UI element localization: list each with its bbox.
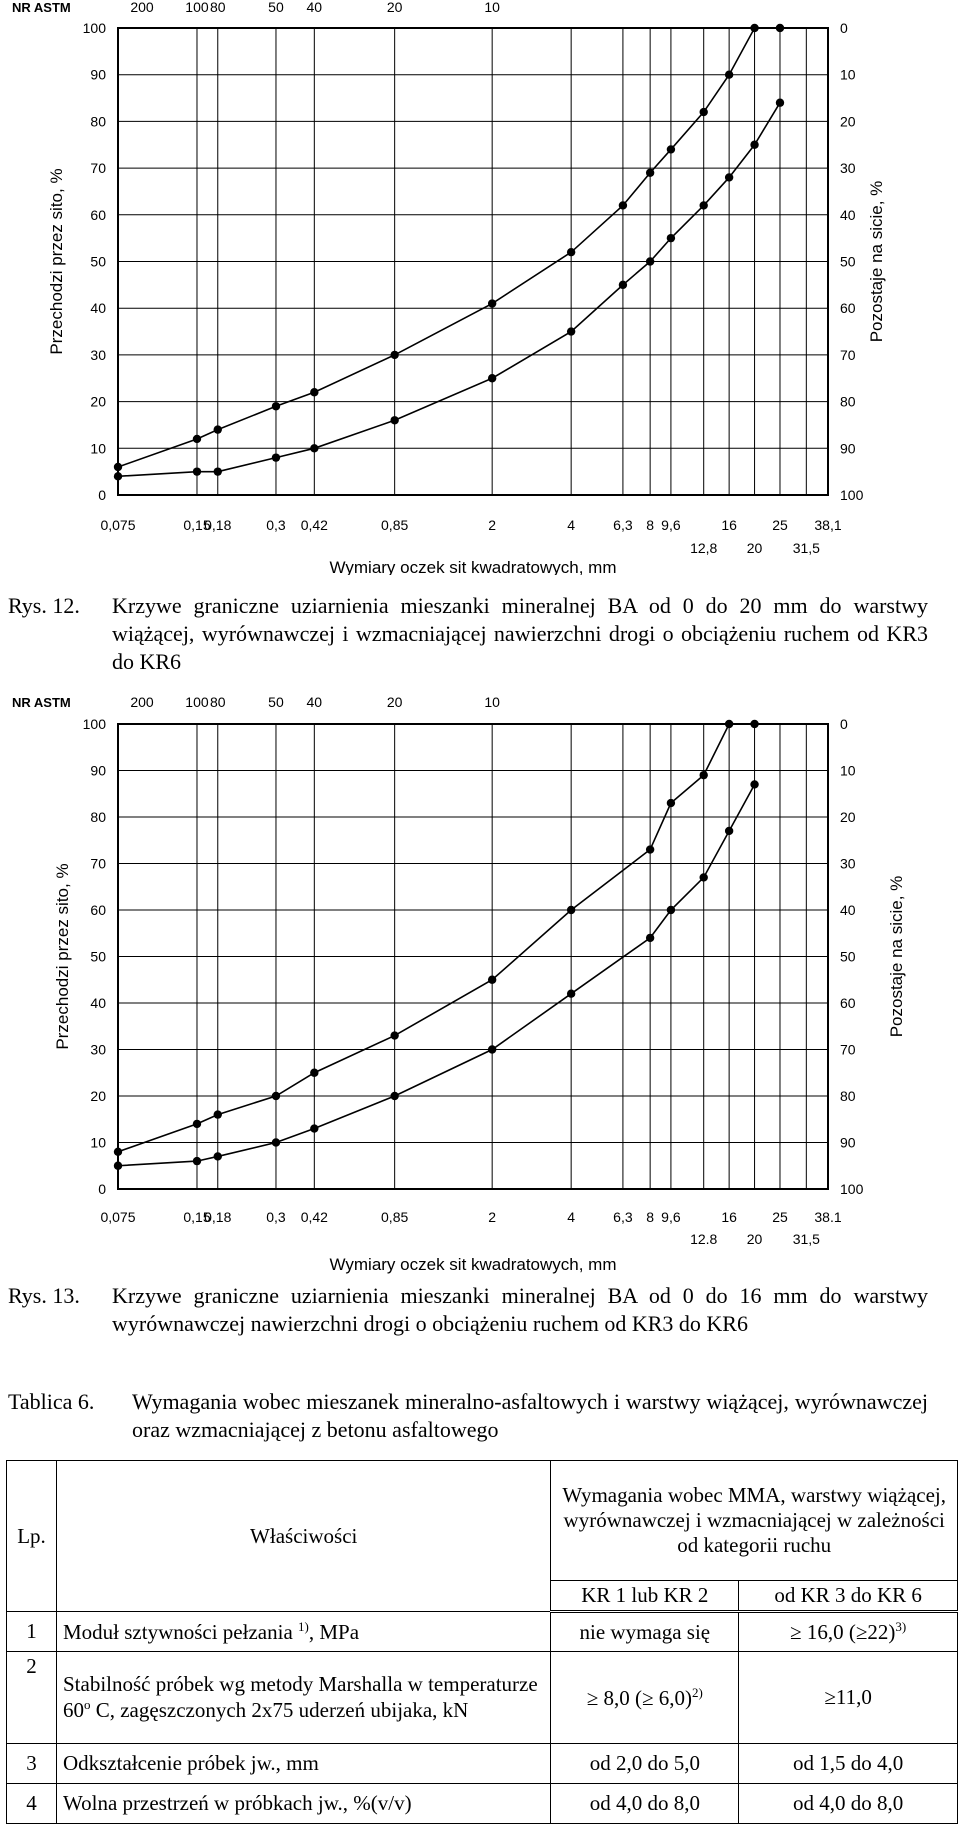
row-lp: 2: [7, 1652, 57, 1744]
data-point: [193, 1157, 201, 1165]
data-point: [488, 1045, 496, 1053]
x-tick-label: 4: [567, 517, 576, 533]
data-point: [667, 145, 675, 153]
grading-curve-lower: [118, 784, 755, 1165]
y-left-tick-label: 100: [82, 716, 106, 732]
caption-rys12: [8, 592, 928, 676]
data-point: [750, 141, 758, 149]
data-point: [646, 934, 654, 942]
astm-tick-label: 200: [130, 0, 154, 15]
x-tick-label: 0,18: [204, 1209, 232, 1225]
data-point: [214, 1152, 222, 1160]
data-point: [776, 24, 784, 32]
data-point: [646, 845, 654, 853]
data-point: [390, 1092, 398, 1100]
x-tick-label: 6,3: [613, 517, 633, 533]
data-point: [567, 248, 575, 256]
y-left-tick-label: 90: [90, 762, 106, 779]
astm-tick-label: 20: [386, 0, 403, 15]
row-property: Stabilność próbek wg metody Marshalla w temperaturze 60$^o$ C, zagęszczonych 2x75 uderzeń ubijaka, kN: [56, 1652, 550, 1744]
header-lp: Lp.: [7, 1461, 57, 1612]
header-kr1-kr2: KR 1 lub KR 2: [551, 1581, 739, 1612]
grading-curve-upper: [118, 724, 755, 1152]
y-left-tick-label: 0: [98, 1181, 106, 1197]
data-point: [390, 351, 398, 359]
astm-tick-label: 10: [484, 0, 500, 15]
data-point: [114, 472, 122, 480]
row-property: Odkształcenie próbek jw., mm: [56, 1744, 550, 1784]
y-right-tick-label: 100: [840, 487, 864, 503]
row-kr36: ≥ 16,0 (≥22)$^{3)}$: [739, 1612, 958, 1652]
caption-text: Krzywe graniczne uziarnienia mieszanki mineralnej BA od 0 do 16 mm do warstwy wyrównawczej nawierzchni drogi o obciążeniu ruchem od KR3 do KR6: [112, 1283, 928, 1336]
data-point: [272, 453, 280, 461]
x-tick-label-lower: 20: [746, 540, 763, 556]
x-tick-label: 8: [646, 1209, 655, 1225]
x-axis-label: Wymiary oczek sit kwadratowych, mm: [329, 1255, 617, 1274]
astm-tick-label: 50: [268, 0, 284, 15]
data-point: [667, 234, 675, 242]
x-tick-label: 0,3: [266, 517, 286, 533]
data-point: [619, 281, 627, 289]
y-axis-label-left: Przechodzi przez sito, %: [47, 168, 66, 355]
table-row: [7, 1652, 958, 1744]
data-point: [272, 402, 280, 410]
x-tick-label-lower: 31,5: [792, 1231, 820, 1247]
astm-tick-label: 50: [268, 694, 284, 710]
data-point: [567, 906, 575, 914]
y-right-tick-label: 30: [840, 160, 856, 177]
astm-tick-label: 80: [209, 694, 226, 710]
y-right-tick-label: 10: [840, 66, 856, 83]
y-left-tick-label: 60: [90, 206, 106, 223]
data-point: [272, 1092, 280, 1100]
y-right-tick-label: 70: [840, 1041, 856, 1058]
data-point: [700, 201, 708, 209]
y-right-tick-label: 0: [840, 716, 848, 732]
x-tick-label-lower: 12.8: [690, 1231, 718, 1247]
table-row: [7, 1744, 958, 1784]
data-point: [619, 201, 627, 209]
y-left-tick-label: 80: [90, 113, 106, 130]
y-left-tick-label: 90: [90, 66, 106, 83]
x-tick-label-lower: 31,5: [792, 540, 820, 556]
data-point: [700, 108, 708, 116]
data-point: [214, 467, 222, 475]
row-kr12: nie wymaga się: [551, 1612, 739, 1652]
y-right-tick-label: 20: [840, 113, 856, 130]
table-row: [7, 1612, 958, 1652]
x-tick-label: 9,6: [661, 517, 681, 533]
x-tick-label: 38,1: [814, 517, 842, 533]
header-properties: Właściwości: [56, 1461, 550, 1612]
data-point: [214, 1110, 222, 1118]
y-axis-label-left: Przechodzi przez sito, %: [53, 863, 72, 1050]
y-right-tick-label: 30: [840, 855, 856, 872]
data-point: [193, 467, 201, 475]
data-point: [193, 1120, 201, 1128]
astm-tick-label: 100: [185, 694, 209, 710]
row-property: Moduł sztywności pełzania $^{1)}$, MPa: [56, 1612, 550, 1652]
astm-label: NR ASTM: [12, 0, 71, 15]
x-tick-label: 38.1: [814, 1209, 842, 1225]
y-right-tick-label: 0: [840, 20, 848, 36]
astm-tick-label: 100: [185, 0, 209, 15]
data-point: [750, 720, 758, 728]
x-tick-label-lower: 20: [746, 1231, 763, 1247]
data-point: [310, 1124, 318, 1132]
data-point: [390, 416, 398, 424]
y-right-tick-label: 40: [840, 902, 856, 918]
y-right-tick-label: 90: [840, 1134, 856, 1151]
x-tick-label: 0,075: [100, 517, 136, 533]
row-lp: 3: [7, 1744, 57, 1784]
data-point: [667, 799, 675, 807]
row-kr36: od 1,5 do 4,0: [739, 1744, 958, 1784]
x-tick-label: 16: [721, 517, 737, 533]
y-left-tick-label: 0: [98, 487, 106, 503]
data-point: [567, 990, 575, 998]
y-right-tick-label: 80: [840, 393, 856, 410]
astm-tick-label: 20: [386, 694, 403, 710]
table-caption: [8, 1388, 928, 1444]
x-tick-label: 4: [567, 1209, 576, 1225]
astm-tick-label: 200: [130, 694, 154, 710]
table-title: Wymagania wobec mieszanek mineralno-asfaltowych i warstwy wiążącej, wyrównawczej oraz wzmacniającej z betonu asfaltowego: [132, 1389, 928, 1442]
y-left-tick-label: 40: [90, 300, 106, 317]
data-point: [646, 257, 654, 265]
row-lp: 4: [7, 1784, 57, 1824]
y-left-tick-label: 10: [90, 440, 106, 457]
x-tick-label: 0,15: [183, 517, 211, 533]
table-number: Tablica 6.: [8, 1389, 95, 1414]
caption-text: Krzywe graniczne uziarnienia mieszanki mineralnej BA od 0 do 20 mm do warstwy wiążącej, wyrównawczej i wzmacniającej nawierzchni drogi o obciążeniu ruchem od KR3 do KR6: [112, 593, 928, 674]
data-point: [310, 1069, 318, 1077]
y-left-tick-label: 80: [90, 809, 106, 825]
row-lp: 1: [7, 1612, 57, 1652]
data-point: [114, 463, 122, 471]
x-tick-label: 25: [772, 517, 788, 533]
x-tick-label: 0,85: [381, 517, 409, 533]
table-row: [7, 1784, 958, 1824]
y-right-tick-label: 10: [840, 762, 856, 779]
y-left-tick-label: 20: [90, 1088, 106, 1104]
y-left-tick-label: 60: [90, 902, 106, 918]
y-left-tick-label: 40: [90, 995, 106, 1011]
astm-tick-label: 10: [484, 694, 500, 710]
x-tick-label: 25: [772, 1209, 788, 1225]
data-point: [214, 425, 222, 433]
data-point: [700, 873, 708, 881]
row-kr36: ≥11,0: [739, 1652, 958, 1744]
data-point: [646, 169, 654, 177]
x-axis-label: Wymiary oczek sit kwadratowych, mm: [329, 558, 617, 575]
data-point: [567, 327, 575, 335]
x-tick-label: 0,42: [300, 1209, 328, 1225]
y-right-tick-label: 90: [840, 440, 856, 457]
y-right-tick-label: 80: [840, 1088, 856, 1104]
data-point: [272, 1138, 280, 1146]
data-point: [114, 1148, 122, 1156]
x-tick-label: 2: [488, 517, 497, 533]
caption-number: Rys. 13.: [8, 1283, 80, 1308]
x-tick-label: 0,42: [300, 517, 328, 533]
header-requirements: Wymagania wobec MMA, warstwy wiążącej, wyrównawczej i wzmacniającej w zależności od kategorii ruchu: [551, 1461, 958, 1581]
row-kr36: od 4,0 do 8,0: [739, 1784, 958, 1824]
x-tick-label: 0,18: [204, 517, 232, 533]
grading-chart-rys12: [0, 0, 960, 575]
y-left-tick-label: 30: [90, 1041, 106, 1058]
data-point: [776, 99, 784, 107]
x-tick-label: 9,6: [661, 1209, 681, 1225]
data-point: [725, 720, 733, 728]
row-kr12: od 2,0 do 5,0: [551, 1744, 739, 1784]
data-point: [667, 906, 675, 914]
y-left-tick-label: 20: [90, 393, 106, 410]
data-point: [390, 1031, 398, 1039]
x-tick-label: 0,075: [100, 1209, 136, 1225]
astm-tick-label: 40: [306, 0, 323, 15]
x-tick-label: 0,3: [266, 1209, 286, 1225]
y-left-tick-label: 50: [90, 253, 106, 270]
data-point: [310, 444, 318, 452]
data-point: [725, 71, 733, 79]
caption-number: Rys. 12.: [8, 593, 80, 618]
data-point: [488, 976, 496, 984]
caption-rys13: [8, 1282, 928, 1338]
row-property: Wolna przestrzeń w próbkach jw., %(v/v): [56, 1784, 550, 1824]
x-tick-label: 16: [721, 1209, 737, 1225]
data-point: [700, 771, 708, 779]
y-right-tick-label: 40: [840, 206, 856, 223]
data-point: [488, 374, 496, 382]
x-tick-label: 6,3: [613, 1209, 633, 1225]
data-point: [193, 435, 201, 443]
requirements-table: [6, 1460, 958, 1824]
y-right-tick-label: 20: [840, 809, 856, 825]
y-right-tick-label: 50: [840, 253, 856, 270]
y-right-tick-label: 100: [840, 1181, 864, 1197]
astm-label: NR ASTM: [12, 695, 71, 710]
row-kr12: od 4,0 do 8,0: [551, 1784, 739, 1824]
y-axis-label-right: Pozostaje na sicie, %: [867, 180, 886, 343]
y-right-tick-label: 60: [840, 300, 856, 317]
astm-tick-label: 80: [209, 0, 226, 15]
data-point: [310, 388, 318, 396]
y-axis-label-right: Pozostaje na sicie, %: [887, 875, 906, 1038]
data-point: [725, 827, 733, 835]
y-right-tick-label: 60: [840, 995, 856, 1011]
astm-tick-label: 40: [306, 694, 323, 710]
x-tick-label: 8: [646, 517, 655, 533]
grading-chart-rys13: [0, 692, 960, 1282]
data-point: [750, 24, 758, 32]
x-tick-label-lower: 12,8: [690, 540, 718, 556]
y-left-tick-label: 50: [90, 948, 106, 965]
y-left-tick-label: 10: [90, 1134, 106, 1151]
header-kr3-kr6: od KR 3 do KR 6: [739, 1581, 958, 1612]
x-tick-label: 0,15: [183, 1209, 211, 1225]
y-right-tick-label: 50: [840, 948, 856, 965]
data-point: [725, 173, 733, 181]
y-left-tick-label: 30: [90, 346, 106, 363]
y-right-tick-label: 70: [840, 346, 856, 363]
x-tick-label: 2: [488, 1209, 497, 1225]
row-kr12: ≥ 8,0 (≥ 6,0)$^{2)}$: [551, 1652, 739, 1744]
data-point: [488, 299, 496, 307]
x-tick-label: 0,85: [381, 1209, 409, 1225]
data-point: [114, 1162, 122, 1170]
y-left-tick-label: 70: [90, 855, 106, 872]
y-left-tick-label: 70: [90, 160, 106, 177]
y-left-tick-label: 100: [82, 20, 106, 36]
data-point: [750, 780, 758, 788]
